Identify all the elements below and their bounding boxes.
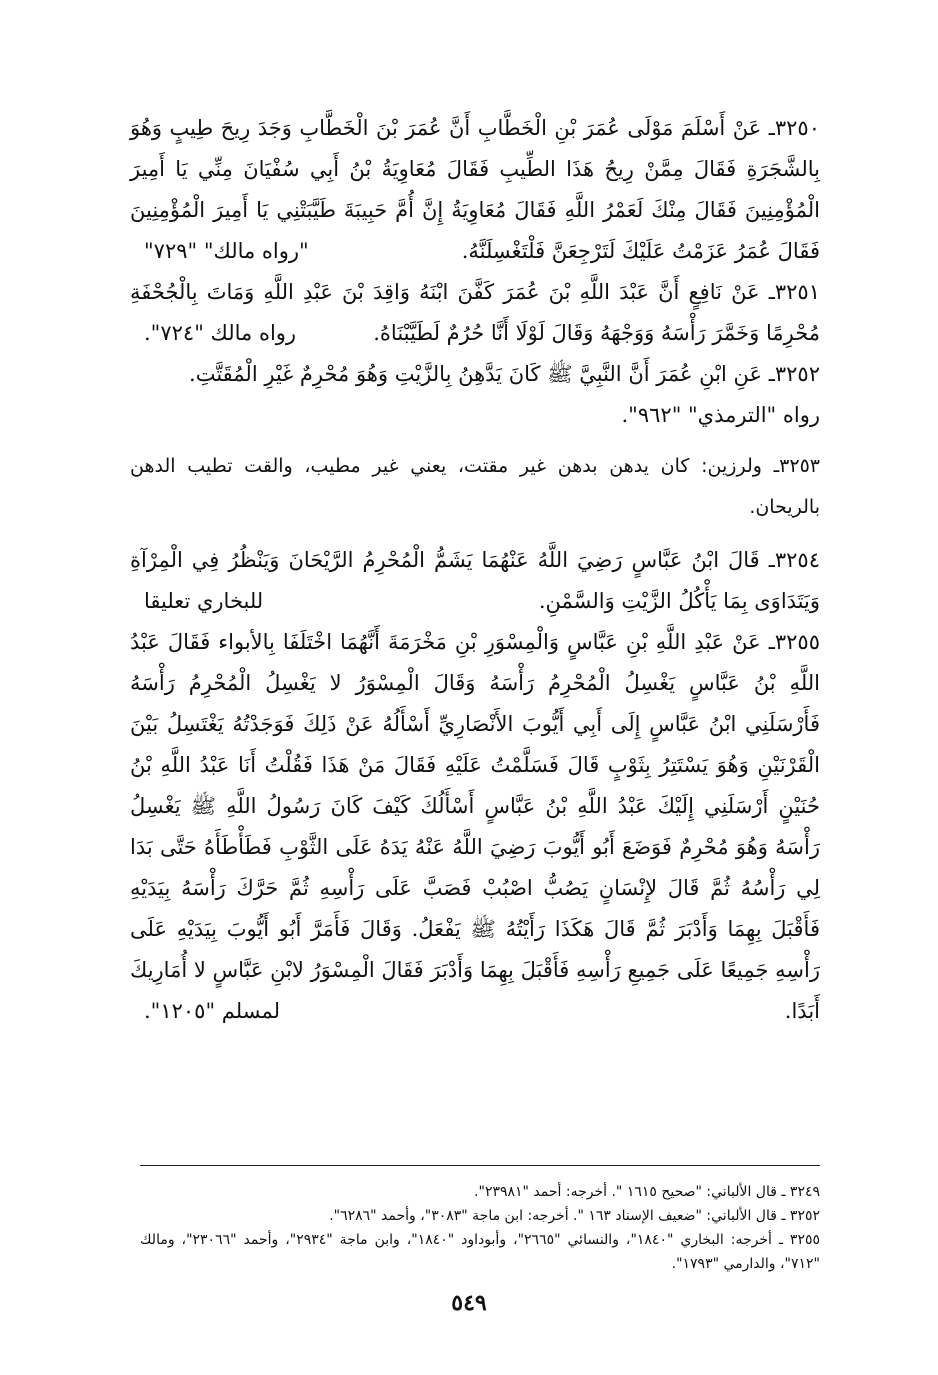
footnote-3252: ٣٢٥٢ ـ قال الألباني: "ضعيف الإسناد ١٦٣ ". أخرجه: ابن ماجة "٣٠٨٣"، وأحمد "٦٢٨٦". [329,1208,820,1224]
hadith-3250-text: ٣٢٥٠ـ عَنْ أَسْلَمَ مَوْلَى عُمَرَ بْنِ الْخَطَّابِ أَنَّ عُمَرَ بْنَ الْخَطَّابِ وَجَدَ رِيحَ طِيبٍ وَهُوَ بِالشَّجَرَةِ فَقَالَ مِمَّنْ رِيحُ هَذَا الطِّيبِ فَقَالَ مُعَاوِيَةُ بْنُ أَبِي سُفْيَانَ مِنِّي يَا أَمِيرَ الْمُؤْمِنِينَ فَقَالَ مِنْكَ لَعَمْرُ اللَّهِ فَقَالَ مُعَاوِيَةُ إِنَّ أُمَّ حَبِيبَةَ طَيَّبَتْنِي يَا أَمِيرَ الْمُؤْمِنِينَ فَقَالَ عُمَرُ عَزَمْتُ عَلَيْكَ لَتَرْجِعَنَّ فَلْتَغْسِلَنَّهُ. [130,116,820,263]
spacer [130,528,820,540]
hadith-3251 [130,272,820,354]
hadith-3251-text: ٣٢٥١ـ عَنْ نَافِعٍ أَنَّ عَبْدَ اللَّهِ بْنَ عُمَرَ كَفَّنَ ابْنَهُ وَاقِدَ بْنَ عَبْدِ اللَّهِ وَمَاتَ بِالْجُحْفَةِ مُحْرِمًا وَخَمَّرَ رَأْسَهُ وَوَجْهَهُ وَقَالَ لَوْلَا أَنَّا حُرُمٌ لَطَيَّبْنَاهُ. [130,280,820,345]
hadith-3255 [130,622,820,1032]
footnote-3255: ٣٢٥٥ ـ أخرجه: البخاري "١٨٤٠"، والنسائي "٢٦٦٥"، وأبوداود "١٨٤٠"، وابن ماجة "٢٩٣٤"، وأحمد "٢٣٠٦٦"، ومالك "٧١٢"، والدارمي "١٧٩٣". [140,1232,820,1272]
hadith-3255-source: لمسلم "١٢٠٥". [144,999,281,1023]
hadith-3255-text: ٣٢٥٥ـ عَنْ عَبْدِ اللَّهِ بْنِ عَبَّاسٍ وَالْمِسْوَرِ بْنِ مَخْرَمَةَ أَنَّهُمَا اخْتَلَفَا بِالأبواء فَقَالَ عَبْدُ اللَّهِ بْنُ عَبَّاسٍ يَغْسِلُ الْمُحْرِمُ رَأْسَهُ وَقَالَ الْمِسْوَرُ لا يَغْسِلُ الْمُحْرِمُ رَأْسَهُ فَأَرْسَلَنِي ابْنُ عَبَّاسٍ إِلَى أَبِي أَيُّوبَ الأَنْصَارِيِّ أَسْأَلُهُ عَنْ ذَلِكَ فَوَجَدْتُهُ يَغْتَسِلُ بَيْنَ الْقَرْنَيْنِ وَهُوَ يَسْتَتِرُ بِثَوْبٍ قَالَ فَسَلَّمْتُ عَلَيْهِ فَقَالَ مَنْ هَذَا فَقُلْتُ أَنَا عَبْدُ اللَّهِ بْنُ حُنَيْنٍ أَرْسَلَنِي إِلَيْكَ عَبْدُ اللَّهِ بْنُ عَبَّاسٍ أَسْأَلُكَ كَيْفَ كَانَ رَسُولُ اللَّهِ ﷺ يَغْسِلُ رَأْسَهُ وَهُوَ مُحْرِمٌ فَوَضَعَ أَبُو أَيُّوبَ رَضِيَ اللَّهُ عَنْهُ يَدَهُ عَلَى الثَّوْبِ فَطَأْطَأَهُ حَتَّى بَدَا لِي رَأْسُهُ ثُمَّ قَالَ لإِنْسَانٍ يَصُبُّ اصْبُبْ فَصَبَّ عَلَى رَأْسِهِ ثُمَّ حَرَّكَ رَأْسَهُ بِيَدَيْهِ فَأَقْبَلَ بِهِمَا وَأَدْبَرَ ثُمَّ قَالَ هَكَذَا رَأَيْتُهُ ﷺ يَفْعَلُ. وَقَالَ فَأَمَرَّ أَبُو أَيُّوبَ بِيَدَيْهِ عَلَى رَأْسِهِ جَمِيعًا عَلَى جَمِيعِ رَأْسِهِ فَأَقْبَلَ بِهِمَا وَأَدْبَرَ فَقَالَ الْمِسْوَرُ لابْنِ عَبَّاسٍ لا أُمَارِيكَ أَبَدًا. [130,630,820,1023]
hadith-3250 [130,108,820,272]
hadith-3252-text: ٣٢٥٢ـ عَنِ ابْنِ عُمَرَ أَنَّ النَّبِيَّ ﷺ كَانَ يَدَّهِنُ بِالزَّيْتِ وَهُوَ مُحْرِمٌ غَيْرِ الْمُقَتَّتِ. [189,362,820,386]
footnote-3249: ٣٢٤٩ ـ قال الألباني: "صحيح ١٦١٥ ". أخرجه: أحمد "٢٣٩٨١". [474,1184,820,1200]
hadith-3254-text: ٣٢٥٤ـ قَالَ ابْنُ عَبَّاسٍ رَضِيَ اللَّهُ عَنْهُمَا يَشَمُّ الْمُحْرِمُ الرَّيْحَانَ وَيَنْظُرُ فِي الْمِرْآةِ وَيَتَدَاوَى بِمَا يَأْكُلُ الزَّيْتِ وَالسَّمْنِ. [130,548,820,613]
hadith-3252-source: رواه "الترمذي" "٩٦٢". [621,403,820,427]
hadith-3251-source: رواه مالك "٧٢٤". [144,321,297,345]
hadith-3253-text: ٣٢٥٣ـ ولرزين: كان يدهن بدهن غير مقتت، يعني غير مطيب، والقت تطيب الدهن بالريحان. [130,455,820,518]
spacer [130,436,820,446]
main-text-block [130,108,820,1032]
hadith-3254 [130,540,820,622]
hadith-3250-source: "رواه مالك" "٧٢٩" [144,239,309,263]
hadith-3253 [130,446,820,528]
hadith-3252 [130,354,820,395]
hadith-3254-source: للبخاري تعليقا [144,589,264,613]
page-number: ٥٤٩ [451,1290,487,1316]
footnotes [140,1165,820,1276]
